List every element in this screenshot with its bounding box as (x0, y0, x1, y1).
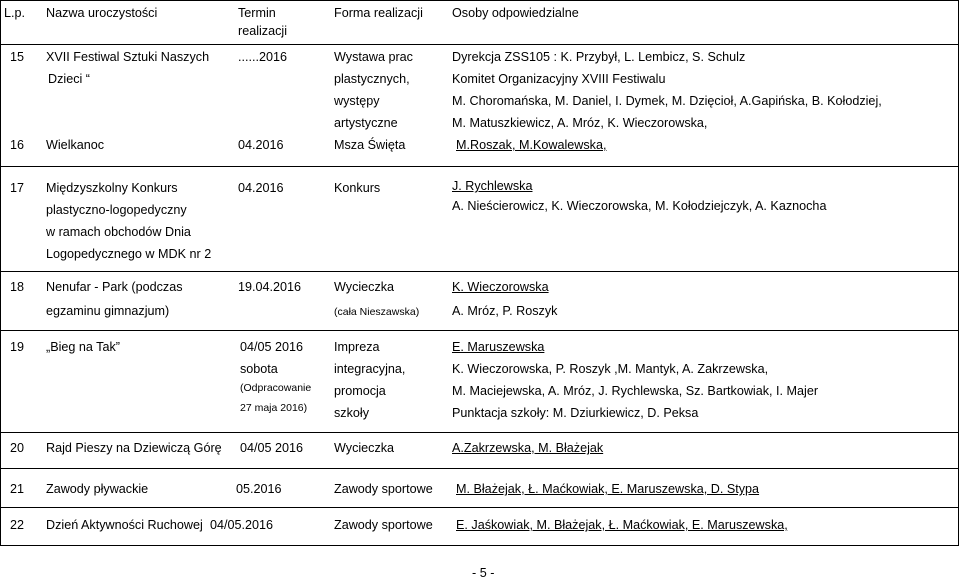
row-divider (0, 468, 959, 469)
event-name: Wielkanoc (46, 138, 105, 152)
event-people: M. Błażejak, Ł. Maćkowiak, E. Maruszewska, D. Stypa (456, 482, 760, 496)
event-form: Wycieczka (334, 441, 395, 455)
event-people-cont: K. Wieczorowska, P. Roszyk ,M. Mantyk, A. Zakrzewska, (452, 362, 769, 376)
event-form: Wycieczka (334, 280, 395, 294)
event-people-cont: M. Choromańska, M. Daniel, I. Dymek, M. Dzięcioł, A.Gapińska, B. Kołodziej, (452, 94, 882, 108)
event-form: Impreza (334, 340, 380, 354)
event-form: Konkurs (334, 181, 381, 195)
header-lp: L.p. (4, 6, 26, 20)
row-number: 19 (10, 340, 25, 354)
event-date: ......2016 (238, 50, 288, 64)
row-number: 20 (10, 441, 25, 455)
table-border-bottom (0, 545, 959, 546)
event-form: Zawody sportowe (334, 482, 433, 496)
event-date-note: (Odpracowanie (240, 382, 312, 394)
event-name: Międzyszkolny Konkurs (46, 181, 178, 195)
event-date: 05.2016 (236, 482, 282, 496)
event-date-note: 27 maja 2016) (240, 402, 308, 414)
event-people: Dyrekcja ZSS105 : K. Przybył, L. Lembicz, S. Schulz (452, 50, 746, 64)
event-name-cont: Dzieci “ (48, 72, 90, 86)
event-name: „Bieg na Tak” (46, 340, 120, 354)
event-form: Zawody sportowe (334, 518, 433, 532)
row-divider (0, 44, 959, 45)
event-name: Nenufar - Park (podczas (46, 280, 183, 294)
event-date: 19.04.2016 (238, 280, 302, 294)
event-name: XVII Festiwal Sztuki Naszych (46, 50, 210, 64)
event-people: E. Maruszewska (452, 340, 545, 354)
header-date: Termin (238, 6, 276, 20)
event-name: Zawody pływackie (46, 482, 149, 496)
event-form-cont: (cała Nieszawska) (334, 306, 420, 318)
event-name-cont: Logopedycznego w MDK nr 2 (46, 247, 212, 261)
event-date: 04/05 2016 (240, 340, 304, 354)
event-name-cont: egzaminu gimnazjum) (46, 304, 170, 318)
event-form-cont: szkoły (334, 406, 369, 420)
header-people: Osoby odpowiedzialne (452, 6, 579, 20)
row-divider (0, 271, 959, 272)
row-number: 15 (10, 50, 25, 64)
row-divider (0, 507, 959, 508)
row-number: 17 (10, 181, 25, 195)
event-form-cont: plastycznych, (334, 72, 410, 86)
event-form-cont: integracyjna, (334, 362, 406, 376)
event-form: Msza Święta (334, 138, 406, 152)
event-name-cont: plastyczno-logopedyczny (46, 203, 187, 217)
event-date: 04.2016 (238, 181, 284, 195)
table-border-top (0, 0, 959, 1)
event-date: 04.2016 (238, 138, 284, 152)
header-form: Forma realizacji (334, 6, 423, 20)
event-form-cont: promocja (334, 384, 386, 398)
header-date-cont: realizacji (238, 24, 287, 38)
event-form: Wystawa prac (334, 50, 413, 64)
event-people: K. Wieczorowska (452, 280, 549, 294)
page-number: - 5 - (472, 566, 495, 580)
table-border-left (0, 0, 1, 545)
header-name: Nazwa uroczystości (46, 6, 158, 20)
event-people-cont: M. Maciejewska, A. Mróz, J. Rychlewska, Sz. Bartkowiak, I. Majer (452, 384, 819, 398)
event-people-cont: A. Nieścierowicz, K. Wieczorowska, M. Kołodziejczyk, A. Kaznocha (452, 199, 827, 213)
event-people: E. Jaśkowiak, M. Błażejak, Ł. Maćkowiak, E. Maruszewska, (456, 518, 788, 532)
event-date: 04/05 2016 (240, 441, 304, 455)
event-people-cont: M. Matuszkiewicz, A. Mróz, K. Wieczorowska, (452, 116, 708, 130)
event-form-cont: występy (334, 94, 380, 108)
row-number: 18 (10, 280, 25, 294)
event-people: A.Zakrzewska, M. Błażejak (452, 441, 604, 455)
event-name: Rajd Pieszy na Dziewiczą Górę (46, 441, 222, 455)
event-form-cont: artystyczne (334, 116, 398, 130)
event-name: Dzień Aktywności Ruchowej (46, 518, 203, 532)
event-name-cont: w ramach obchodów Dnia (46, 225, 191, 239)
row-number: 16 (10, 138, 25, 152)
event-date: 04/05.2016 (210, 518, 274, 532)
event-date-cont: sobota (240, 362, 278, 376)
event-people-cont: A. Mróz, P. Roszyk (452, 304, 558, 318)
row-divider (0, 166, 959, 167)
event-people: J. Rychlewska (452, 179, 533, 193)
row-divider (0, 432, 959, 433)
event-people: M.Roszak, M.Kowalewska, (456, 138, 607, 152)
event-people-cont: Komitet Organizacyjny XVIII Festiwalu (452, 72, 666, 86)
row-number: 22 (10, 518, 25, 532)
row-number: 21 (10, 482, 25, 496)
event-people-cont: Punktacja szkoły: M. Dziurkiewicz, D. Peksa (452, 406, 699, 420)
row-divider (0, 330, 959, 331)
